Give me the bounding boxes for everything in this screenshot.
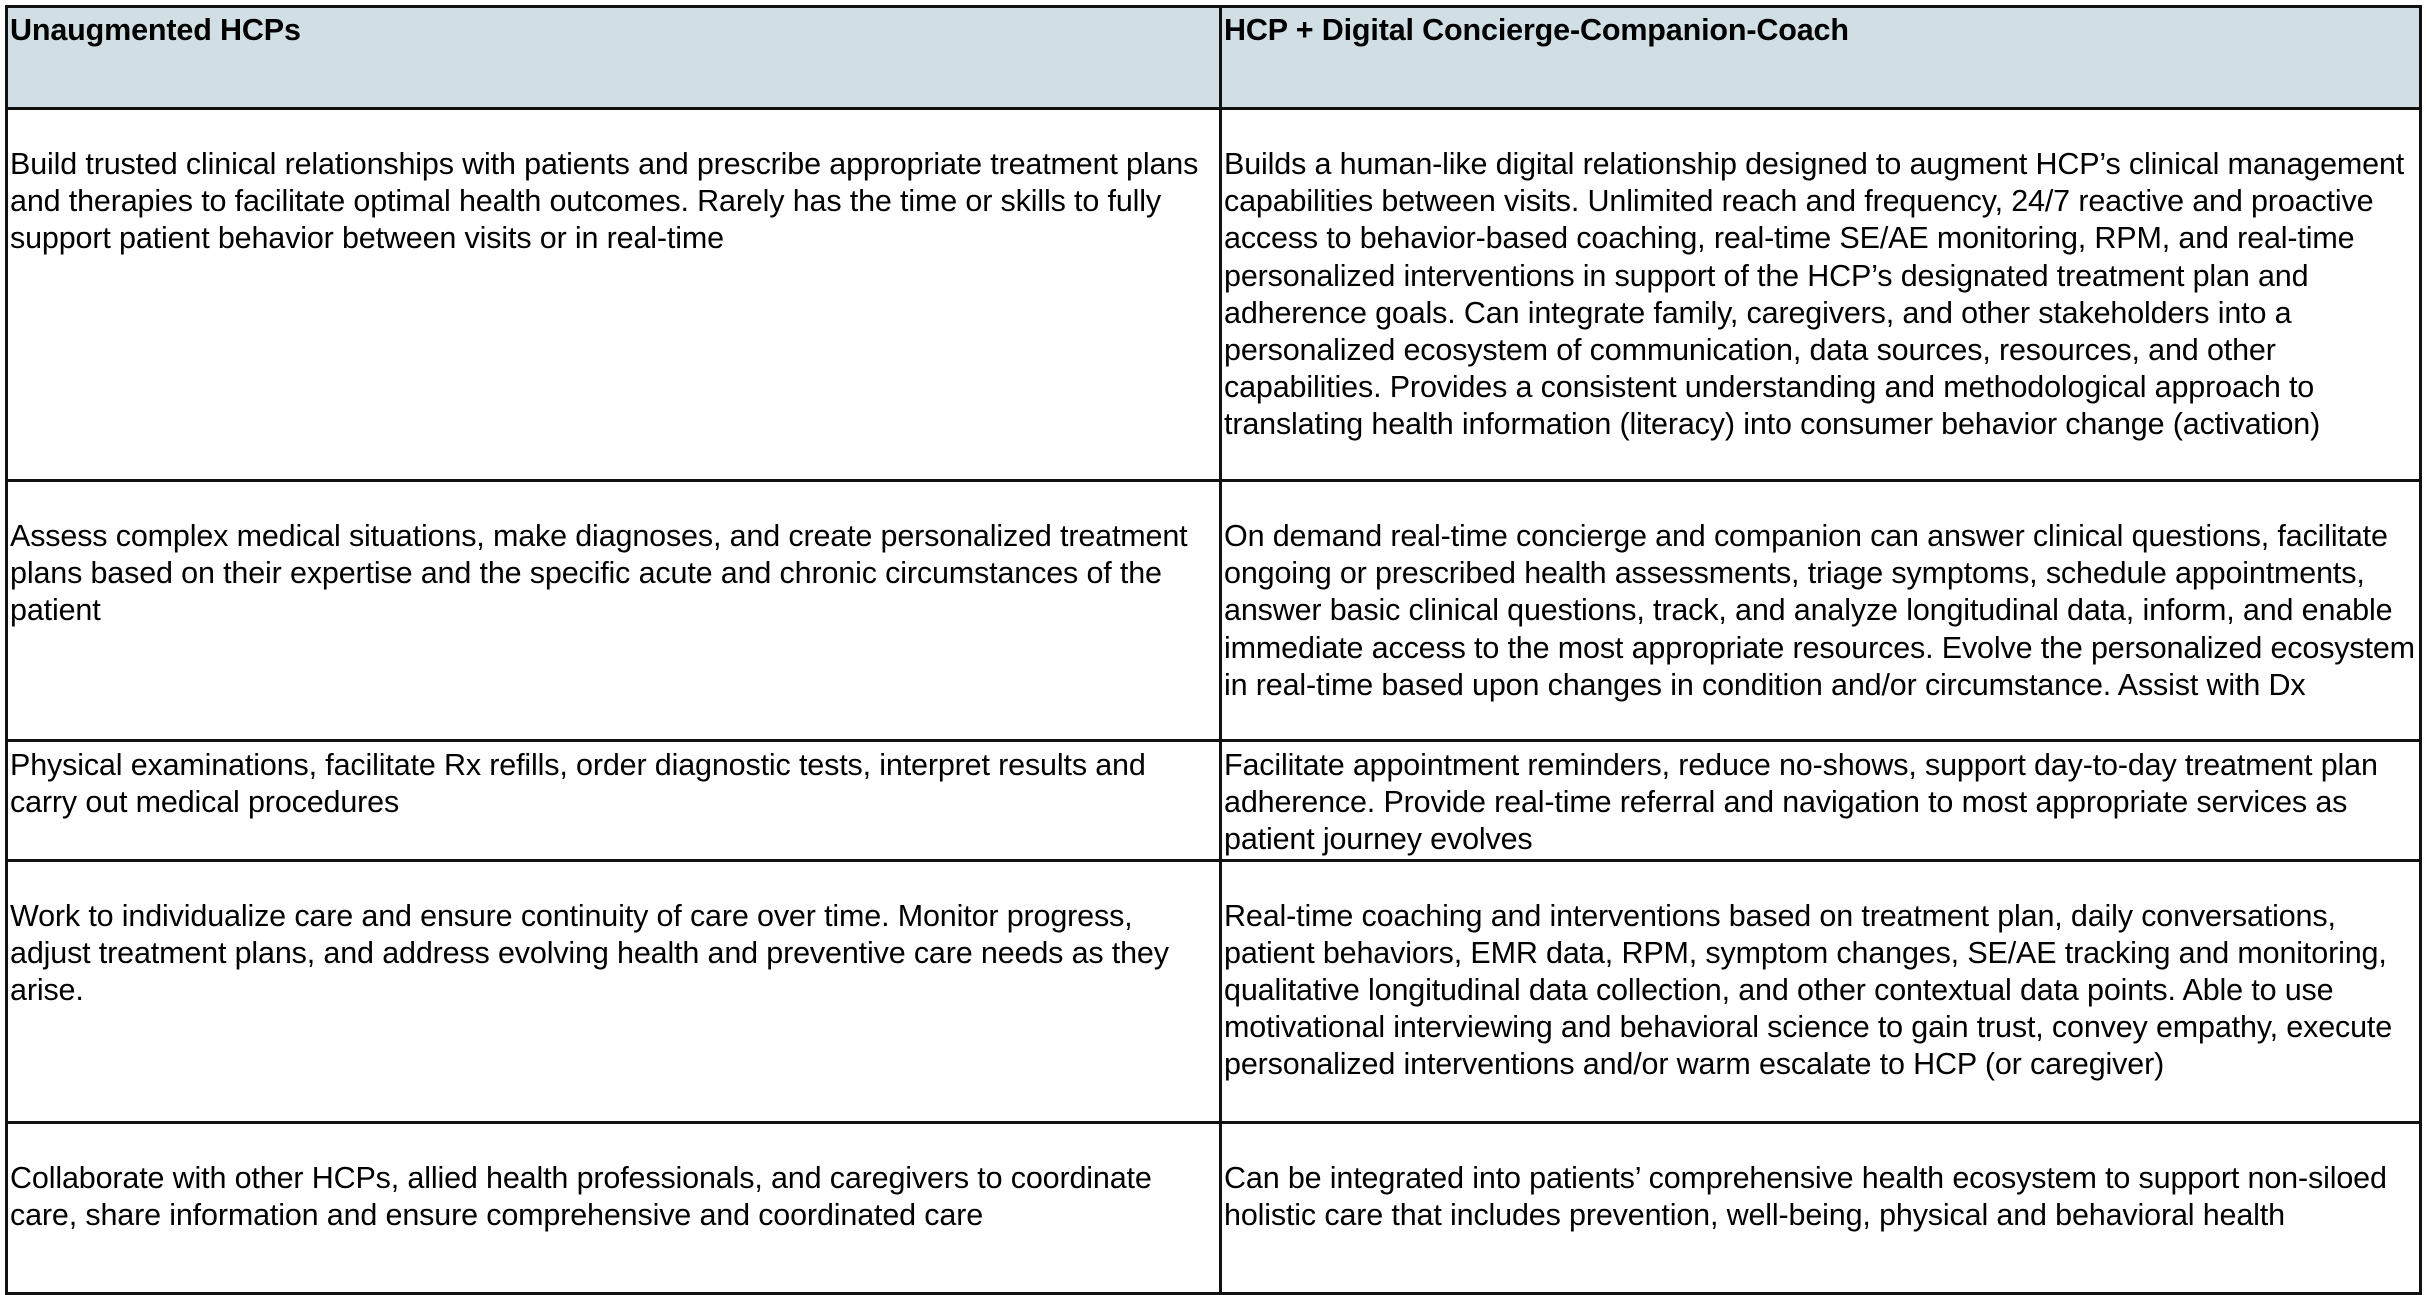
cell-text: Work to individualize care and ensure continuity of care over time. Monitor progress, adjust treatment plans, and address evolving health and preventive care needs as they arise. [10,898,1169,1008]
cell-unaugmented [7,109,1221,481]
comparison-table [5,5,2422,1295]
cell-text: Physical examinations, facilitate Rx refills, order diagnostic tests, interpret results and carry out medical procedures [10,748,1146,820]
table-row [7,109,2421,481]
cell-augmented [1221,1122,2421,1293]
table-row [7,1122,2421,1293]
cell-augmented [1221,741,2421,861]
header-row [7,7,2421,109]
table-row [7,481,2421,741]
cell-text: On demand real-time concierge and companion can answer clinical questions, facilitate ongoing or prescribed health assessments, triage symptoms, schedule appointments, answer basic clinical questions, track, and analyze longitudinal data, inform, and enable immediate access to the most appropriate resources. Evolve the personalized ecosystem in real-time based upon changes in condition and/or circumstance. Assist with Dx [1224,519,2415,702]
cell-text: Collaborate with other HCPs, allied health professionals, and caregivers to coordinate care, share information and ensure comprehensive and coordinated care [10,1160,1152,1232]
cell-text: Facilitate appointment reminders, reduce no-shows, support day-to-day treatment plan adherence. Provide real-time referral and navigation to most appropriate services as patient journey evolves [1224,748,2378,857]
cell-unaugmented [7,1122,1221,1293]
header-hcp-digital-coach: HCP + Digital Concierge-Companion-Coach [1221,7,2421,109]
cell-augmented [1221,109,2421,481]
cell-unaugmented [7,481,1221,741]
cell-text: Can be integrated into patients’ comprehensive health ecosystem to support non-siloed holistic care that includes prevention, well-being, physical and behavioral health [1224,1160,2387,1232]
cell-augmented [1221,860,2421,1122]
cell-augmented [1221,481,2421,741]
header-unaugmented-hcps: Unaugmented HCPs [7,7,1221,109]
cell-unaugmented [7,860,1221,1122]
cell-unaugmented [7,741,1221,861]
cell-text: Real-time coaching and interventions based on treatment plan, daily conversations, patient behaviors, EMR data, RPM, symptom changes, SE/AE tracking and monitoring, qualitative longitudinal data collection, and other contextual data points. Able to use motivational interviewing and behavioral science to gain trust, convey empathy, execute personalized interventions and/or warm escalate to HCP (or caregiver) [1224,898,2393,1082]
cell-text: Builds a human-like digital relationship designed to augment HCP’s clinical management capabilities between visits. Unlimited reach and frequency, 24/7 reactive and proactive access to behavior-based coaching, real-time SE/AE monitoring, RPM, and real-time personalized interventions in support of the HCP’s designated treatment plan and adherence goals. Can integrate family, caregivers, and other stakeholders into a personalized ecosystem of communication, data sources, resources, and other capabilities. Provides a consistent understanding and methodological approach to translating health information (literacy) into consumer behavior change (activation) [1224,147,2405,442]
table-row [7,860,2421,1122]
cell-text: Assess complex medical situations, make diagnoses, and create personalized treatment plans based on their expertise and the specific acute and chronic circumstances of the patient [10,519,1188,628]
cell-text: Build trusted clinical relationships with patients and prescribe appropriate treatment plans and therapies to facilitate optimal health outcomes. Rarely has the time or skills to fully support patient behavior between visits or in real-time [10,147,1199,256]
table-row [7,741,2421,861]
